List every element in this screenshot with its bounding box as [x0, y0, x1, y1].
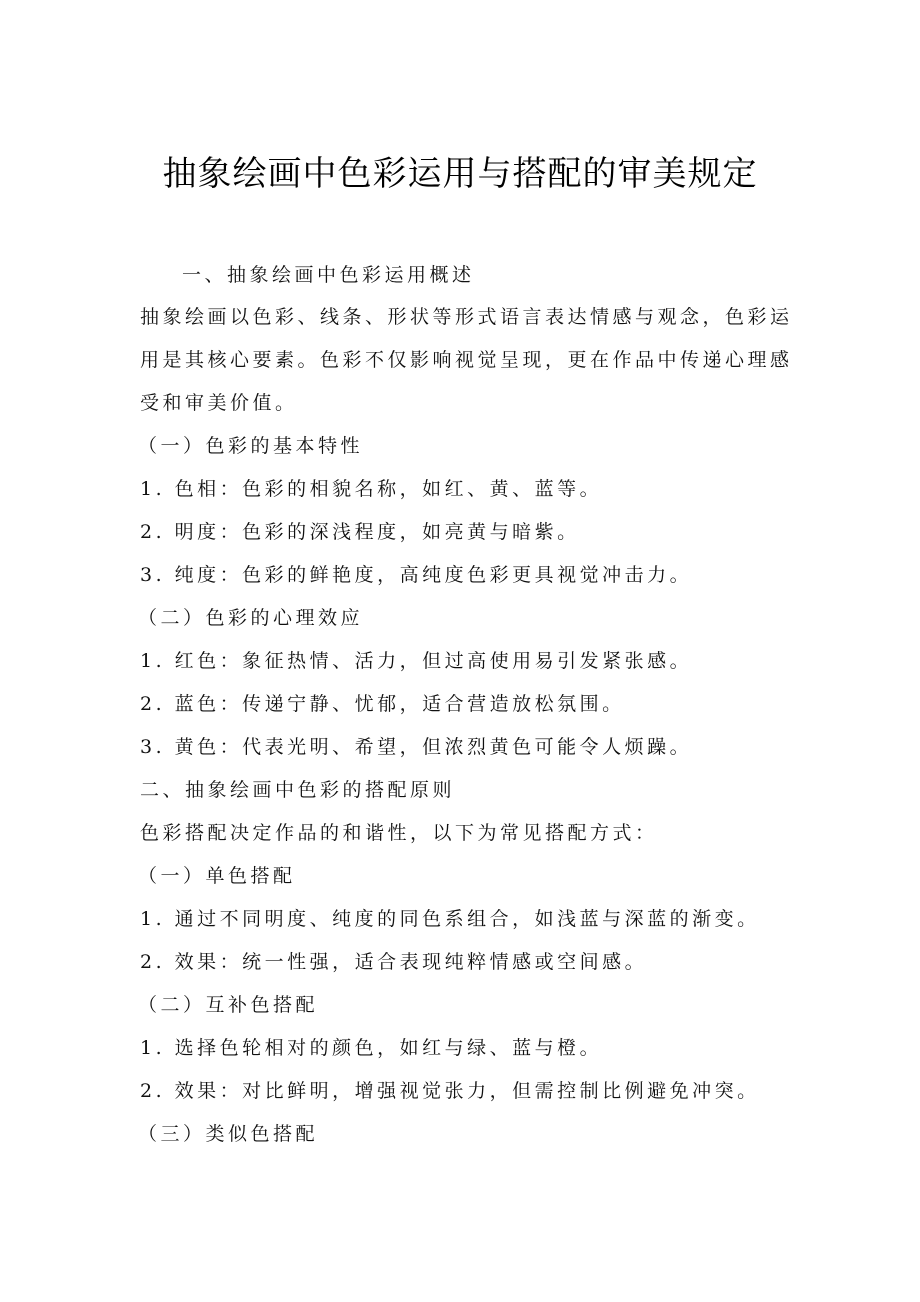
list-item: 1. 色相：色彩的相貌名称，如红、黄、蓝等。	[140, 478, 603, 500]
document-title: 抽象绘画中色彩运用与搭配的审美规定	[162, 154, 758, 194]
subsection-heading: （二）色彩的心理效应	[138, 607, 364, 629]
subsection-heading: （一）单色搭配	[138, 865, 296, 887]
list-item: 2. 效果：统一性强，适合表现纯粹情感或空间感。	[140, 951, 648, 973]
subsection-heading: （二）互补色搭配	[138, 994, 319, 1016]
list-item: 2. 效果：对比鲜明，增强视觉张力，但需控制比例避免冲突。	[140, 1080, 760, 1102]
section-heading: 一、抽象绘画中色彩运用概述	[182, 264, 475, 286]
list-item: 2. 蓝色：传递宁静、忧郁，适合营造放松氛围。	[140, 693, 625, 715]
list-item: 1. 红色：象征热情、活力，但过高使用易引发紧张感。	[140, 650, 693, 672]
list-item: 1. 选择色轮相对的颜色，如红与绿、蓝与橙。	[140, 1037, 603, 1059]
section-heading: 二、抽象绘画中色彩的搭配原则	[140, 779, 456, 801]
paragraph-line: 用是其核心要素。色彩不仅影响视觉呈现，更在作品中传递心理感	[140, 349, 793, 371]
subsection-heading: （一）色彩的基本特性	[138, 435, 364, 457]
paragraph-line: 色彩搭配决定作品的和谐性，以下为常见搭配方式：	[140, 822, 658, 844]
list-item: 3. 纯度：色彩的鲜艳度，高纯度色彩更具视觉冲击力。	[140, 564, 693, 586]
paragraph-line: 抽象绘画以色彩、线条、形状等形式语言表达情感与观念，色彩运	[140, 306, 793, 328]
paragraph-line: 受和审美价值。	[140, 392, 298, 414]
list-item: 3. 黄色：代表光明、希望，但浓烈黄色可能令人烦躁。	[140, 736, 693, 758]
list-item: 2. 明度：色彩的深浅程度，如亮黄与暗紫。	[140, 521, 580, 543]
list-item: 1. 通过不同明度、纯度的同色系组合，如浅蓝与深蓝的渐变。	[140, 908, 760, 930]
subsection-heading: （三）类似色搭配	[138, 1123, 319, 1145]
